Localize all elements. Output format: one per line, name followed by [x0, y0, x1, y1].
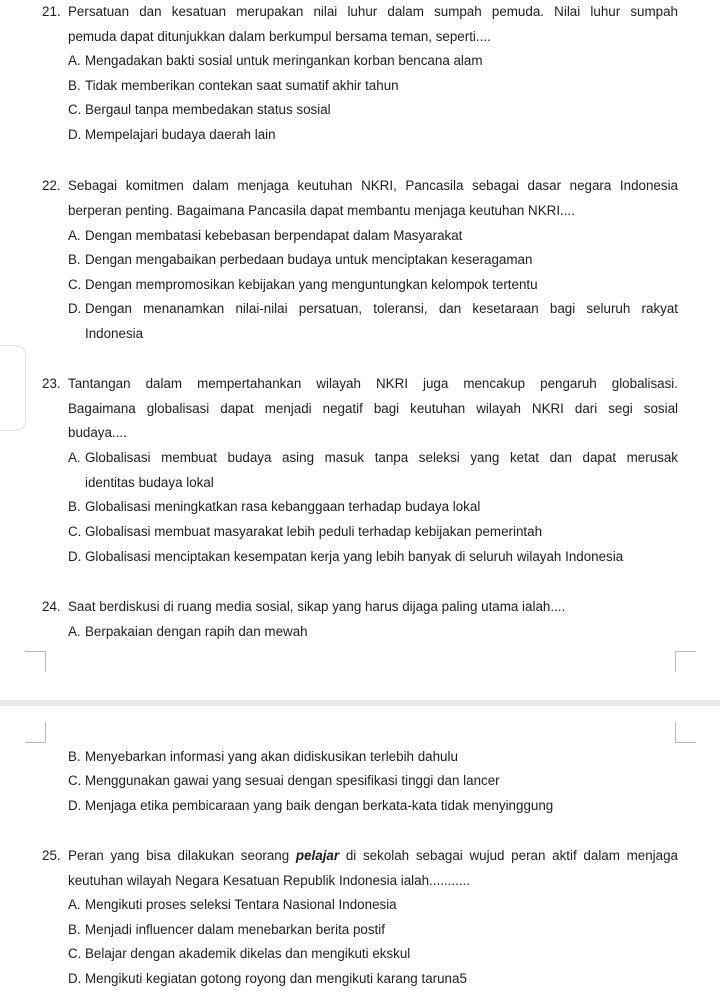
- question-number: 23.: [42, 376, 61, 391]
- option-letter: D.: [68, 127, 82, 142]
- crop-mark: [25, 651, 46, 672]
- option-c-text: Belajar dengan akademik dikelas dan mengikuti ekskul: [85, 946, 411, 961]
- stem-emphasis: pelajar: [295, 848, 340, 863]
- option-d-text-cont: Indonesia: [85, 326, 144, 341]
- option-b-text: Dengan mengabaikan perbedaan budaya untuk menciptakan keseragaman: [85, 252, 533, 267]
- option-b-text: Menyebarkan informasi yang akan didiskusikan terlebih dahulu: [85, 749, 458, 764]
- option-letter: A.: [68, 53, 81, 68]
- option-c-text: Globalisasi membuat masyarakat lebih peduli terhadap kebijakan pemerintah: [85, 524, 543, 539]
- question-stem-line: keutuhan wilayah Negara Kesatuan Republik Indonesia ialah...........: [68, 873, 470, 888]
- option-letter: D.: [68, 798, 82, 813]
- crop-mark: [675, 722, 696, 743]
- question-number: 21.: [42, 4, 61, 19]
- option-letter: B.: [68, 78, 81, 93]
- option-letter: D.: [68, 301, 82, 316]
- option-letter: A.: [68, 450, 81, 465]
- option-letter: C.: [68, 102, 82, 117]
- question-stem-line: Saat berdiskusi di ruang media sosial, sikap yang harus dijaga paling utama ialah....: [68, 599, 566, 614]
- option-a-text: Mengadakan bakti sosial untuk meringankan korban bencana alam: [85, 53, 483, 68]
- option-letter: C.: [68, 277, 82, 292]
- option-b-text: Globalisasi meningkatkan rasa kebanggaan terhadap budaya lokal: [85, 499, 481, 514]
- question-stem-line: berperan penting. Bagaimana Pancasila dapat membantu menjaga keutuhan NKRI....: [68, 203, 575, 218]
- option-letter: D.: [68, 971, 82, 986]
- question-stem-line: budaya....: [68, 425, 127, 440]
- option-b-text: Tidak memberikan contekan saat sumatif akhir tahun: [85, 78, 399, 93]
- question-stem-line: Sebagai komitmen dalam menjaga keutuhan NKRI, Pancasila sebagai dasar negara Indonesia: [68, 178, 678, 193]
- option-d-text: Dengan menanamkan nilai-nilai persatuan, toleransi, dan kesetaraan bagi seluruh rakyat: [85, 301, 678, 316]
- option-letter: A.: [68, 897, 81, 912]
- option-letter: B.: [68, 499, 81, 514]
- option-letter: C.: [68, 773, 82, 788]
- option-c-text: Menggunakan gawai yang sesuai dengan spesifikasi tinggi dan lancer: [85, 773, 500, 788]
- question-number: 25.: [42, 848, 61, 863]
- option-d-text: Menjaga etika pembicaraan yang baik dengan berkata-kata tidak menyinggung: [85, 798, 554, 813]
- option-letter: C.: [68, 946, 82, 961]
- option-a-text: Globalisasi membuat budaya asing masuk tanpa seleksi yang ketat dan dapat merusak: [85, 450, 678, 465]
- option-a-text: Mengikuti proses seleksi Tentara Nasional Indonesia: [85, 897, 397, 912]
- option-d-text: Mempelajari budaya daerah lain: [85, 127, 276, 142]
- option-a-text: Dengan membatasi kebebasan berpendapat dalam Masyarakat: [85, 228, 463, 243]
- stem-text: Peran yang bisa dilakukan seorang: [68, 848, 296, 863]
- option-b-text: Menjadi influencer dalam menebarkan berita postif: [85, 922, 385, 937]
- question-number: 24.: [42, 599, 61, 614]
- side-tab-decoration: [0, 345, 26, 431]
- crop-mark: [25, 722, 46, 743]
- question-stem-line: pemuda dapat ditunjukkan dalam berkumpul bersama teman, seperti....: [68, 29, 491, 44]
- question-stem-line: [68, 847, 678, 865]
- option-letter: C.: [68, 524, 82, 539]
- option-letter: D.: [68, 549, 82, 564]
- page-break: [0, 700, 720, 706]
- option-d-text: Globalisasi menciptakan kesempatan kerja yang lebih banyak di seluruh wilayah Indonesia: [85, 549, 624, 564]
- stem-text: di sekolah sebagai wujud peran aktif dalam menjaga: [339, 848, 678, 863]
- question-stem-line: Persatuan dan kesatuan merupakan nilai luhur dalam sumpah pemuda. Nilai luhur sumpah: [68, 4, 678, 19]
- question-number: 22.: [42, 178, 61, 193]
- crop-mark: [675, 651, 696, 672]
- option-letter: A.: [68, 624, 81, 639]
- option-letter: B.: [68, 749, 81, 764]
- question-stem-line: Tantangan dalam mempertahankan wilayah NKRI juga mencakup pengaruh globalisasi.: [68, 376, 678, 391]
- option-c-text: Bergaul tanpa membedakan status sosial: [85, 102, 331, 117]
- option-d-text: Mengikuti kegiatan gotong royong dan mengikuti karang taruna5: [85, 971, 467, 986]
- option-letter: A.: [68, 228, 81, 243]
- option-letter: B.: [68, 252, 81, 267]
- option-c-text: Dengan mempromosikan kebijakan yang menguntungkan kelompok tertentu: [85, 277, 538, 292]
- option-letter: B.: [68, 922, 81, 937]
- option-a-text: Berpakaian dengan rapih dan mewah: [85, 624, 308, 639]
- question-stem-line: Bagaimana globalisasi dapat menjadi negatif bagi keutuhan wilayah NKRI dari segi sosial: [68, 401, 678, 416]
- option-a-text-cont: identitas budaya lokal: [85, 475, 214, 490]
